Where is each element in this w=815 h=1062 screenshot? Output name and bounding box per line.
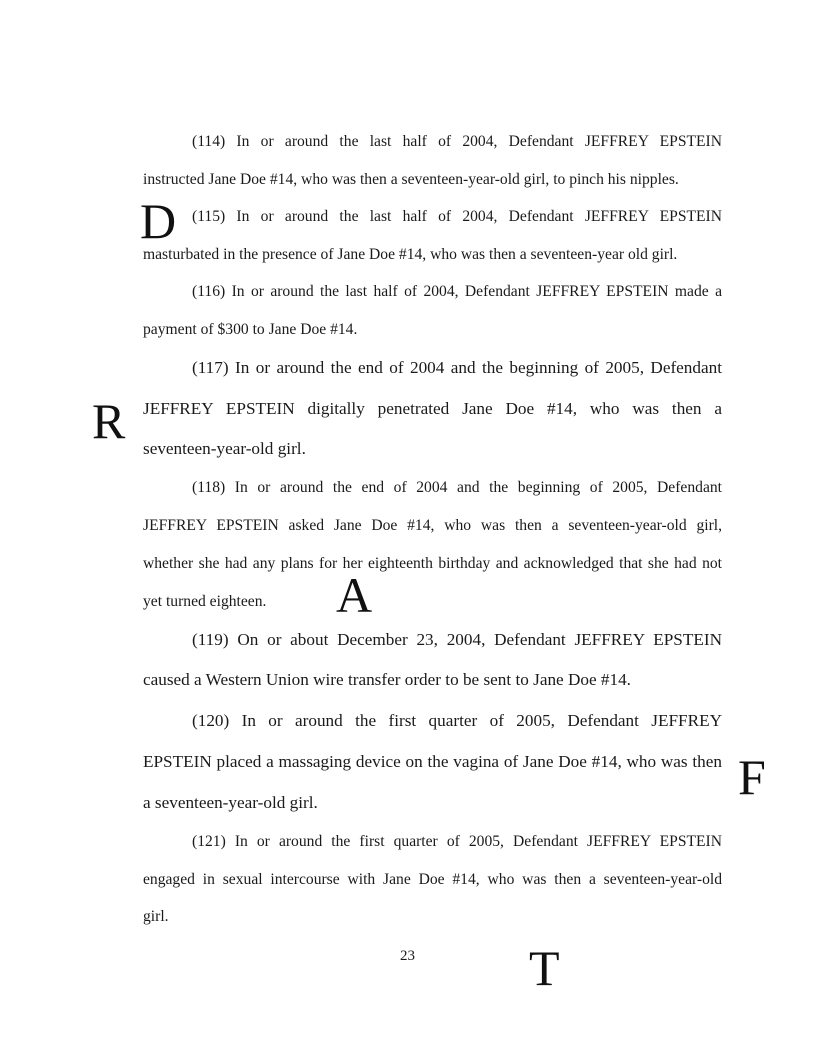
text-line: (114) In or around the last half of 2004, Defendant JEFFREY EPSTEIN: [192, 133, 722, 150]
text-line: JEFFREY EPSTEIN asked Jane Doe #14, who was then a seventeen-year-old girl,: [143, 517, 722, 534]
text-line: instructed Jane Doe #14, who was then a seventeen-year-old girl, to pinch his nipples.: [143, 170, 679, 188]
text-line: (116) In or around the last half of 2004, Defendant JEFFREY EPSTEIN made a: [192, 283, 722, 300]
draft-watermark-letter-r: R: [92, 393, 126, 449]
text-line: girl.: [143, 908, 169, 925]
paragraph-115: [143, 198, 722, 273]
text-line: (121) In or around the first quarter of 2005, Defendant JEFFREY EPSTEIN: [192, 833, 722, 850]
text-line: (115) In or around the last half of 2004, Defendant JEFFREY EPSTEIN: [192, 208, 722, 225]
text-line: masturbated in the presence of Jane Doe #14, who was then a seventeen-year old girl.: [143, 245, 678, 263]
text-line: (119) On or about December 23, 2004, Defendant JEFFREY EPSTEIN: [192, 630, 722, 649]
text-line: EPSTEIN placed a massaging device on the vagina of Jane Doe #14, who was then: [143, 752, 722, 771]
text-line: a seventeen-year-old girl.: [143, 793, 318, 812]
text-line: seventeen-year-old girl.: [143, 439, 306, 458]
paragraph-117: [143, 348, 722, 470]
text-line: yet turned eighteen.: [143, 593, 267, 610]
text-line: (118) In or around the end of 2004 and the beginning of 2005, Defendant: [192, 479, 722, 496]
paragraph-114: [143, 123, 722, 198]
paragraph-120: [143, 700, 722, 823]
text-line: whether she had any plans for her eighteenth birthday and acknowledged that she had not: [143, 555, 722, 572]
draft-watermark-letter-t: T: [529, 940, 560, 996]
paragraph-121: [143, 823, 722, 936]
text-line: caused a Western Union wire transfer order to be sent to Jane Doe #14.: [143, 670, 631, 689]
page-number: 23: [400, 948, 415, 964]
text-line: payment of $300 to Jane Doe #14.: [143, 321, 358, 338]
text-line: engaged in sexual intercourse with Jane Doe #14, who was then a seventeen-year-old: [143, 870, 722, 888]
draft-watermark-letter-d: D: [140, 193, 177, 249]
paragraph-116: [143, 273, 722, 349]
draft-watermark-letter-f: F: [738, 749, 766, 805]
paragraph-119: [143, 620, 722, 700]
text-line: (120) In or around the first quarter of 2005, Defendant JEFFREY: [192, 711, 722, 730]
draft-watermark-letter-a: A: [336, 567, 373, 623]
text-line: (117) In or around the end of 2004 and the beginning of 2005, Defendant: [192, 358, 722, 377]
text-line: JEFFREY EPSTEIN digitally penetrated Jane Doe #14, who was then a: [143, 398, 722, 418]
paragraph-118: [143, 469, 722, 621]
